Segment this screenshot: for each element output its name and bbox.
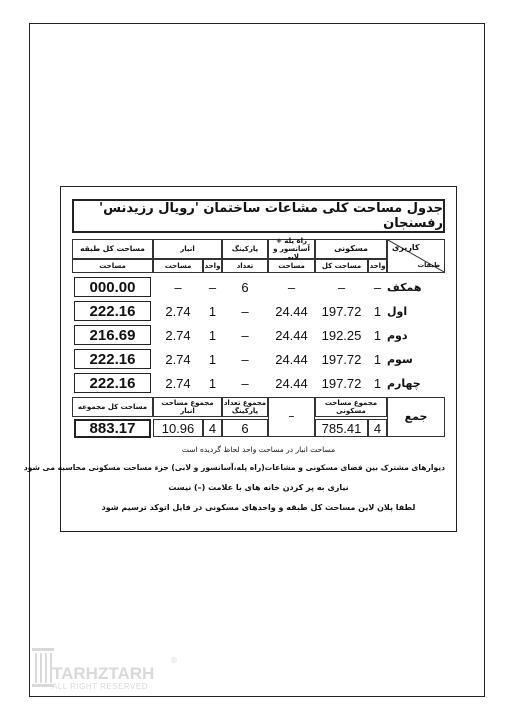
res-area-third: 197.72 — [321, 351, 362, 367]
totals-res-label: مجموع مساحت مسکونی — [315, 397, 387, 417]
storage-area-fourth: 2.74 — [165, 375, 191, 391]
totals-storage-label: مجموع مساحت انبار — [153, 397, 222, 417]
totals-storage-unit: 4 — [203, 419, 222, 437]
totals-parking: 6 — [222, 419, 268, 437]
floor-total-fourth: 222.16 — [74, 373, 151, 393]
floor-total-header: مساحت کل طبقه — [72, 239, 153, 259]
floor-fourth: چهارم — [387, 376, 421, 390]
storage-area-first: 2.74 — [165, 303, 191, 319]
stairs-ground: – — [287, 279, 296, 295]
totals-res-area: 785.41 — [315, 419, 368, 437]
parking-third: – — [241, 351, 249, 367]
usage-floors-header — [387, 239, 445, 273]
stairs-fourth: 24.44 — [275, 375, 308, 391]
stairs-header-line1: راه پله + — [275, 236, 308, 245]
floor-total-ground: 000.00 — [74, 277, 151, 297]
registered-mark: ® — [170, 656, 178, 665]
res-unit-third: 1 — [373, 351, 382, 367]
stairs-second: 24.44 — [275, 327, 308, 343]
note-walls: دیوارهای مشترک بین فضای مسکونی و مشاعات(راه پله،آسانسور و لابی) جزء مساحت مسکونی محاسبه می شود — [23, 463, 445, 472]
totals-parking-label: مجموع تعداد پارکینگ — [223, 398, 267, 415]
floor-total-second: 216.69 — [74, 325, 151, 345]
totals-res-unit: 4 — [368, 419, 387, 437]
tarhztarh-logo — [30, 644, 180, 694]
parking-count-header: تعداد — [222, 259, 268, 273]
parking-ground: 6 — [241, 279, 249, 295]
res-area-header: مساحت کل — [315, 259, 368, 273]
stairs-area-header: مساحت — [268, 259, 315, 273]
parking-first: – — [241, 303, 249, 319]
totals-label: جمع — [387, 397, 445, 437]
note-storage: مساحت انبار در مساحت واحد لحاظ گردیده است — [181, 445, 336, 454]
res-area-fourth: 197.72 — [321, 375, 362, 391]
storage-area-ground: – — [174, 279, 182, 295]
stairs-header — [268, 236, 315, 262]
storage-unit-first: 1 — [208, 303, 217, 319]
totals-storage-area: 10.96 — [153, 419, 203, 437]
floors-header: طبقات — [417, 260, 440, 269]
floor-second: دوم — [387, 328, 408, 342]
parking-second: – — [241, 327, 249, 343]
res-unit-header: واحد — [368, 259, 387, 273]
totals-grand-total: 883.17 — [74, 419, 151, 438]
storage-unit-ground: – — [208, 279, 217, 295]
storage-unit-fourth: 1 — [208, 375, 217, 391]
stairs-header-line2: آسانسور و لابی — [273, 244, 310, 262]
area-table-panel — [23, 186, 457, 532]
storage-area-header: مساحت — [153, 259, 203, 273]
storage-area-second: 2.74 — [165, 327, 191, 343]
parking-fourth: – — [241, 375, 249, 391]
note-autocad: لطفا پلان لاین مساحت کل طبقه و واحدهای مسکونی در فایل اتوکد ترسیم شود — [101, 503, 416, 512]
res-area-first: 197.72 — [321, 303, 362, 319]
residential-header: مسکونی — [315, 239, 387, 259]
res-unit-first: 1 — [373, 303, 382, 319]
storage-unit-header: واحد — [203, 259, 222, 273]
storage-unit-third: 1 — [208, 351, 217, 367]
floor-ground: همکف — [387, 280, 422, 294]
res-area-second: 192.25 — [321, 327, 362, 343]
stairs-first: 24.44 — [275, 303, 308, 319]
stairs-third: 24.44 — [275, 351, 308, 367]
floor-total-area-header: مساحت — [72, 259, 153, 273]
res-unit-second: 1 — [373, 327, 382, 343]
parking-header: پارکینگ — [222, 239, 268, 259]
logo-name: TARHZTARH — [52, 664, 155, 683]
table-title: جدول مساحت کلی مشاعات ساختمان 'رویال رزیدنس' رفسنجان — [72, 199, 445, 233]
area-table — [72, 236, 445, 439]
storage-header: انبار — [153, 239, 222, 259]
res-area-ground: – — [337, 279, 346, 295]
floor-first: اول — [387, 304, 408, 318]
storage-unit-second: 1 — [208, 327, 217, 343]
note-dash: نیازی به پر کردن خانه های با علامت (–) نیست — [168, 483, 349, 492]
floor-total-third: 222.16 — [74, 349, 151, 369]
floor-third: سوم — [387, 352, 413, 366]
res-unit-fourth: 1 — [373, 375, 382, 391]
storage-area-third: 2.74 — [165, 351, 191, 367]
totals-stairs: – — [268, 397, 315, 437]
totals-floor-label: مساحت کل مجموعه — [72, 397, 153, 417]
usage-header: کاربری — [392, 243, 420, 252]
res-unit-ground: – — [373, 279, 382, 295]
floor-total-first: 222.16 — [74, 301, 151, 321]
logo-subtitle: ALL RIGHT RESERVED — [52, 682, 148, 691]
